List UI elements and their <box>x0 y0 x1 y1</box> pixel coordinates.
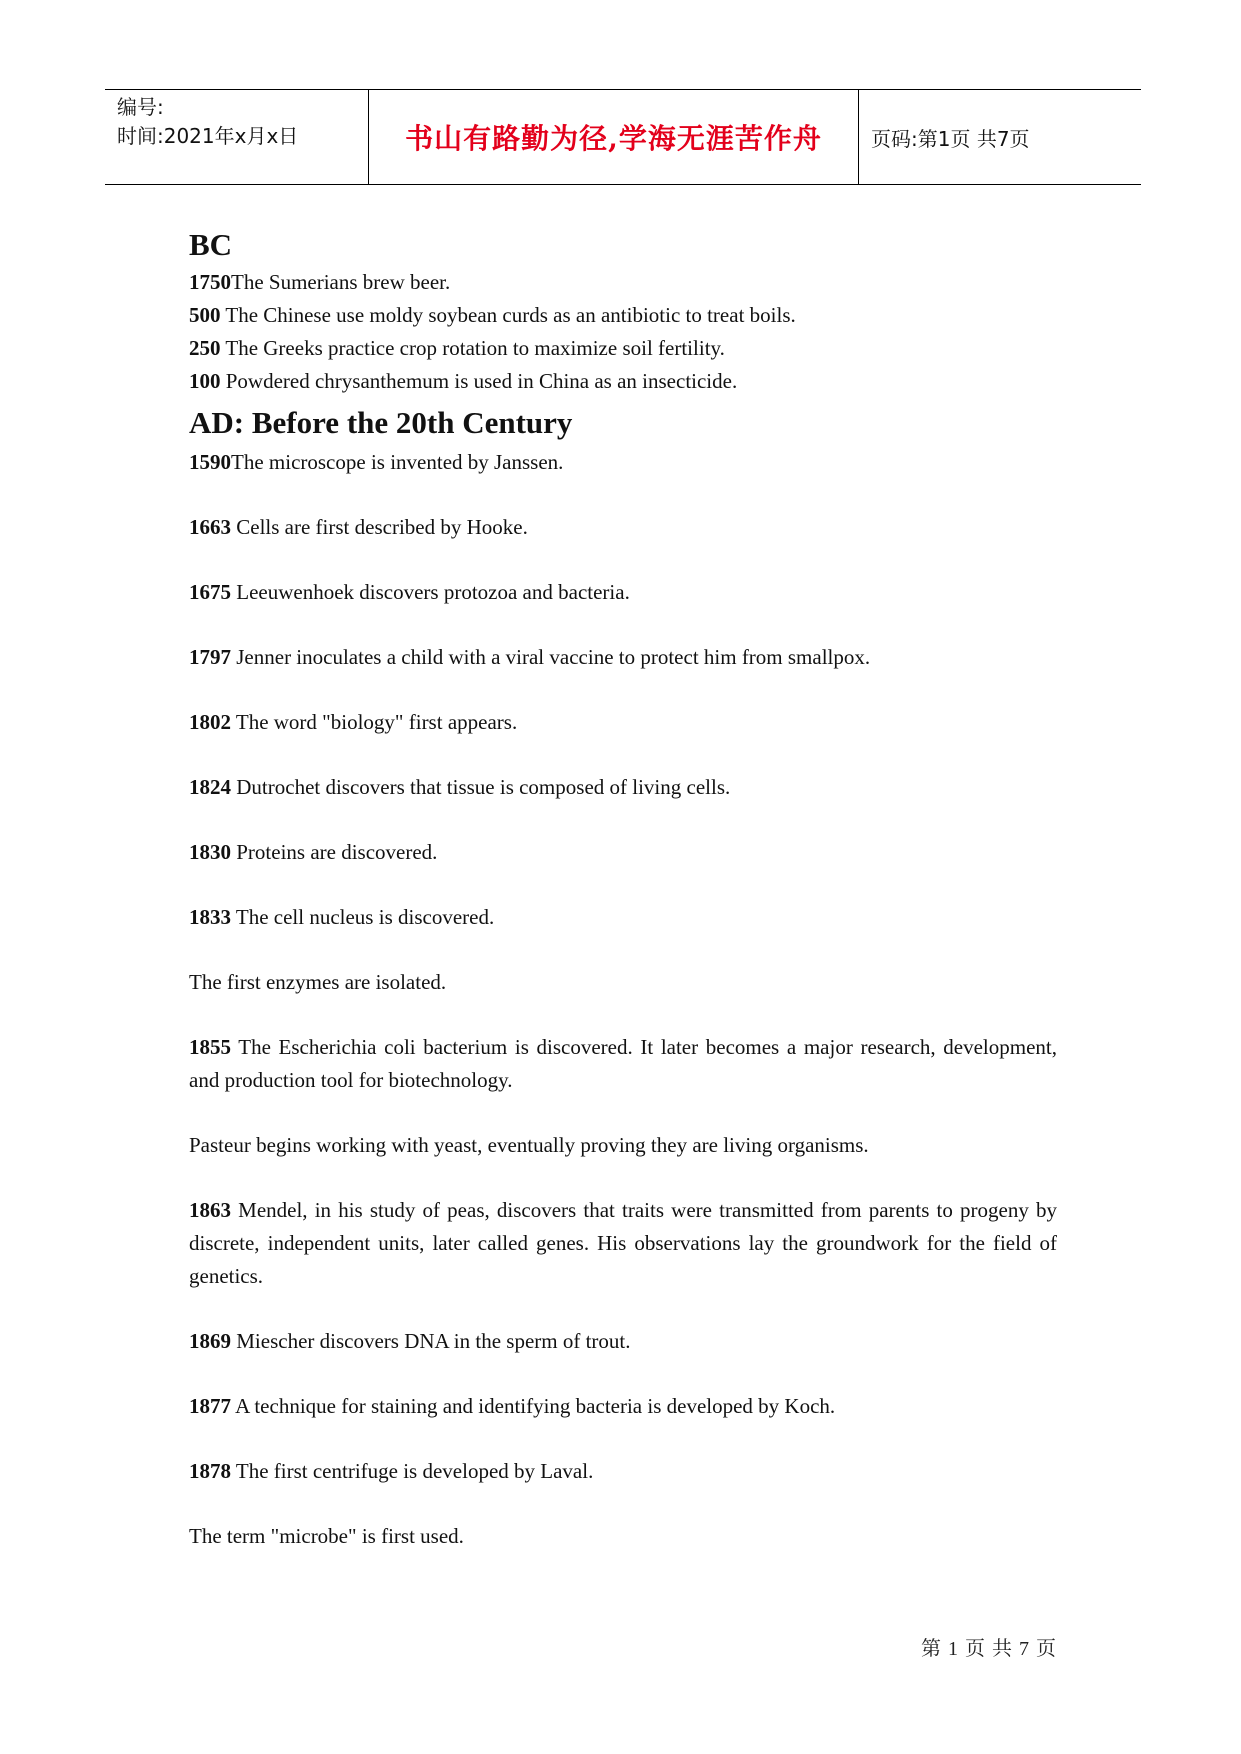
timeline-entry: 1802 The word "biology" first appears. <box>189 710 518 734</box>
motto-text: 书山有路勤为径,学海无涯苦作舟 <box>405 122 822 155</box>
timeline-entry: 1663 Cells are first described by Hooke. <box>189 515 528 539</box>
timeline-entry: 1869 Miescher discovers DNA in the sperm of trout. <box>189 1329 631 1353</box>
bc-list <box>189 266 1057 398</box>
timeline-entry: 1878 The first centrifuge is developed by Laval. <box>189 1459 594 1483</box>
timeline-entry: 500 The Chinese use moldy soybean curds as an antibiotic to treat boils. <box>189 303 796 327</box>
timeline-entry: Pasteur begins working with yeast, eventually proving they are living organisms. <box>189 1133 869 1157</box>
timeline-entry: 250 The Greeks practice crop rotation to maximize soil fertility. <box>189 336 725 360</box>
timeline-entry: 1830 Proteins are discovered. <box>189 840 438 864</box>
timeline-entry: 1824 Dutrochet discovers that tissue is composed of living cells. <box>189 775 731 799</box>
section-title-ad: AD: Before the 20th Century <box>189 405 573 440</box>
timeline-entry: 1675 Leeuwenhoek discovers protozoa and bacteria. <box>189 580 630 604</box>
code-label: 编号: <box>117 95 164 119</box>
timeline-entry: 1855 The Escherichia coli bacterium is discovered. It later becomes a major research, development, and production tool for biotechnology. <box>189 1035 1057 1092</box>
timeline-entry: 1863 Mendel, in his study of peas, discovers that traits were transmitted from parents to progeny by discrete, independent units, later called genes. His observations lay the groundwork for the field of genetics. <box>189 1198 1057 1288</box>
header-page-cell <box>859 90 1141 184</box>
document-body <box>189 224 1057 1585</box>
ad-list <box>189 446 1057 1553</box>
header-meta-cell <box>105 90 369 184</box>
section-title-bc: BC <box>189 227 233 262</box>
page-footer: 第 1 页 共 7 页 <box>921 1638 1057 1660</box>
timeline-entry: 1750The Sumerians brew beer. <box>189 270 451 294</box>
timeline-entry: 100 Powdered chrysanthemum is used in China as an insecticide. <box>189 369 738 393</box>
timeline-entry: The first enzymes are isolated. <box>189 970 447 994</box>
page-info: 页码:第1页 共7页 <box>871 126 1030 151</box>
document-header <box>105 89 1141 185</box>
timeline-entry: 1877 A technique for staining and identifying bacteria is developed by Koch. <box>189 1394 836 1418</box>
timeline-entry: 1833 The cell nucleus is discovered. <box>189 905 495 929</box>
timeline-entry: 1797 Jenner inoculates a child with a viral vaccine to protect him from smallpox. <box>189 645 871 669</box>
timeline-entry: 1590The microscope is invented by Janssen. <box>189 450 564 474</box>
timeline-entry: The term "microbe" is first used. <box>189 1524 464 1548</box>
date-label: 时间:2021年x月x日 <box>117 124 299 148</box>
header-motto-cell <box>369 90 859 184</box>
